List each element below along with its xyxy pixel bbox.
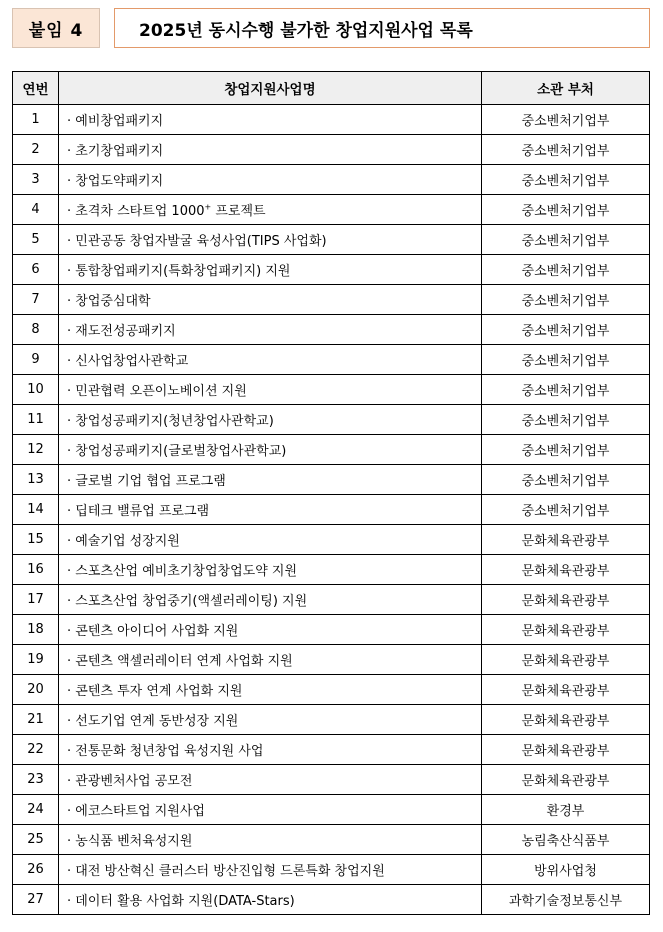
table-row [13, 195, 650, 225]
bullet-icon: · [67, 414, 76, 429]
column-header-no: 연번 [13, 72, 59, 105]
department-name: 문화체육관광부 [482, 645, 650, 675]
program-name [59, 855, 482, 885]
row-number: 14 [13, 495, 59, 525]
bullet-icon: · [67, 474, 76, 489]
bullet-icon: · [67, 144, 76, 159]
row-number: 6 [13, 255, 59, 285]
department-name: 중소벤처기업부 [482, 495, 650, 525]
bullet-icon: · [67, 234, 76, 249]
bullet-icon: · [67, 204, 76, 219]
bullet-icon: · [67, 294, 76, 309]
program-name [59, 435, 482, 465]
department-name: 과학기술정보통신부 [482, 885, 650, 915]
program-name-text: 신사업창업사관학교 [75, 354, 189, 369]
program-name-text: 창업성공패키지(글로벌창업사관학교) [75, 444, 287, 459]
bullet-icon: · [67, 174, 76, 189]
program-name-text: 창업도약패키지 [75, 174, 164, 189]
attachment-tag: 붙임 4 [12, 8, 100, 48]
program-name-text: 창업성공패키지(청년창업사관학교) [75, 414, 274, 429]
department-name: 방위사업청 [482, 855, 650, 885]
program-name [59, 195, 482, 225]
column-header-department: 소관 부처 [482, 72, 650, 105]
bullet-icon: · [67, 624, 76, 639]
program-name-text: 초기창업패키지 [75, 144, 164, 159]
bullet-icon: · [67, 744, 76, 759]
department-name: 문화체육관광부 [482, 765, 650, 795]
bullet-icon: · [67, 864, 76, 879]
row-number: 26 [13, 855, 59, 885]
row-number: 8 [13, 315, 59, 345]
table-row [13, 165, 650, 195]
department-name: 문화체육관광부 [482, 705, 650, 735]
program-name-text: 재도전성공패키지 [75, 324, 176, 339]
table-row [13, 825, 650, 855]
program-name [59, 645, 482, 675]
bullet-icon: · [67, 444, 76, 459]
table-row [13, 645, 650, 675]
bullet-icon: · [67, 114, 76, 129]
department-name: 중소벤처기업부 [482, 345, 650, 375]
bullet-icon: · [67, 834, 76, 849]
row-number: 11 [13, 405, 59, 435]
program-name-text: 관광벤처사업 공모전 [75, 774, 193, 789]
row-number: 15 [13, 525, 59, 555]
row-number: 12 [13, 435, 59, 465]
program-name [59, 105, 482, 135]
program-name [59, 225, 482, 255]
row-number: 9 [13, 345, 59, 375]
row-number: 2 [13, 135, 59, 165]
program-name [59, 705, 482, 735]
program-name-text: 대전 방산혁신 클러스터 방산진입형 드론특화 창업지원 [75, 864, 385, 879]
department-name: 중소벤처기업부 [482, 435, 650, 465]
program-name [59, 615, 482, 645]
bullet-icon: · [67, 654, 76, 669]
program-name-text: 스포츠산업 예비초기창업창업도약 지원 [75, 564, 298, 579]
program-name [59, 765, 482, 795]
table-header-row [13, 72, 650, 105]
table-row [13, 885, 650, 915]
table-row [13, 465, 650, 495]
program-name [59, 285, 482, 315]
program-name [59, 375, 482, 405]
program-name [59, 495, 482, 525]
table-row [13, 525, 650, 555]
document-header [12, 8, 650, 48]
department-name: 중소벤처기업부 [482, 195, 650, 225]
program-name-text: 통합창업패키지(특화창업패키지) 지원 [75, 264, 291, 279]
program-name-text: 글로벌 기업 협업 프로그램 [75, 474, 226, 489]
row-number: 20 [13, 675, 59, 705]
bullet-icon: · [67, 564, 76, 579]
row-number: 18 [13, 615, 59, 645]
department-name: 문화체육관광부 [482, 735, 650, 765]
program-name [59, 735, 482, 765]
program-name [59, 555, 482, 585]
program-name [59, 465, 482, 495]
table-row [13, 615, 650, 645]
row-number: 16 [13, 555, 59, 585]
program-name [59, 825, 482, 855]
program-name-text: 데이터 활용 사업화 지원(DATA-Stars) [75, 894, 295, 909]
table-row [13, 435, 650, 465]
table-row [13, 675, 650, 705]
program-name [59, 165, 482, 195]
row-number: 7 [13, 285, 59, 315]
bullet-icon: · [67, 354, 76, 369]
department-name: 문화체육관광부 [482, 615, 650, 645]
program-name [59, 675, 482, 705]
row-number: 22 [13, 735, 59, 765]
row-number: 19 [13, 645, 59, 675]
table-row [13, 135, 650, 165]
department-name: 중소벤처기업부 [482, 135, 650, 165]
department-name: 환경부 [482, 795, 650, 825]
table-row [13, 555, 650, 585]
program-name-suffix: 프로젝트 [211, 204, 266, 219]
program-name-text: 예술기업 성장지원 [75, 534, 180, 549]
program-name-text: 창업중심대학 [75, 294, 151, 309]
program-name [59, 585, 482, 615]
bullet-icon: · [67, 384, 76, 399]
bullet-icon: · [67, 324, 76, 339]
table-row [13, 495, 650, 525]
program-name-text: 전통문화 청년창업 육성지원 사업 [75, 744, 264, 759]
table-row [13, 225, 650, 255]
table-row [13, 105, 650, 135]
bullet-icon: · [67, 804, 76, 819]
bullet-icon: · [67, 594, 76, 609]
document-title: 2025년 동시수행 불가한 창업지원사업 목록 [114, 8, 650, 48]
bullet-icon: · [67, 714, 76, 729]
department-name: 문화체육관광부 [482, 585, 650, 615]
table-row [13, 735, 650, 765]
bullet-icon: · [67, 504, 76, 519]
table-row [13, 765, 650, 795]
program-name-text: 스포츠산업 창업중기(액셀러레이팅) 지원 [75, 594, 308, 609]
department-name: 문화체육관광부 [482, 675, 650, 705]
program-name-text: 콘텐츠 투자 연계 사업화 지원 [75, 684, 243, 699]
program-name-text: 초격차 스타트업 1000 [75, 204, 205, 219]
program-name [59, 525, 482, 555]
department-name: 농림축산식품부 [482, 825, 650, 855]
table-row [13, 405, 650, 435]
table-body [13, 105, 650, 915]
department-name: 중소벤처기업부 [482, 165, 650, 195]
program-name [59, 315, 482, 345]
row-number: 13 [13, 465, 59, 495]
table-row [13, 375, 650, 405]
table-row [13, 795, 650, 825]
row-number: 17 [13, 585, 59, 615]
row-number: 5 [13, 225, 59, 255]
program-name [59, 135, 482, 165]
row-number: 1 [13, 105, 59, 135]
department-name: 중소벤처기업부 [482, 105, 650, 135]
department-name: 중소벤처기업부 [482, 285, 650, 315]
program-name-text: 콘텐츠 아이디어 사업화 지원 [75, 624, 239, 639]
department-name: 중소벤처기업부 [482, 405, 650, 435]
department-name: 문화체육관광부 [482, 525, 650, 555]
table-row [13, 285, 650, 315]
row-number: 4 [13, 195, 59, 225]
program-name-superscript: + [204, 202, 212, 212]
bullet-icon: · [67, 774, 76, 789]
program-name-text: 예비창업패키지 [75, 114, 164, 129]
bullet-icon: · [67, 264, 76, 279]
table-row [13, 585, 650, 615]
program-name [59, 795, 482, 825]
row-number: 3 [13, 165, 59, 195]
program-name-text: 에코스타트업 지원사업 [75, 804, 205, 819]
department-name: 문화체육관광부 [482, 555, 650, 585]
table-row [13, 315, 650, 345]
department-name: 중소벤처기업부 [482, 255, 650, 285]
program-name [59, 345, 482, 375]
program-name [59, 405, 482, 435]
row-number: 24 [13, 795, 59, 825]
program-name-text: 민관협력 오픈이노베이션 지원 [75, 384, 247, 399]
program-name-text: 민관공동 창업자발굴 육성사업(TIPS 사업화) [75, 234, 327, 249]
table-row [13, 345, 650, 375]
row-number: 21 [13, 705, 59, 735]
program-name-text: 농식품 벤처육성지원 [75, 834, 193, 849]
department-name: 중소벤처기업부 [482, 225, 650, 255]
bullet-icon: · [67, 684, 76, 699]
department-name: 중소벤처기업부 [482, 315, 650, 345]
row-number: 10 [13, 375, 59, 405]
row-number: 25 [13, 825, 59, 855]
bullet-icon: · [67, 534, 76, 549]
department-name: 중소벤처기업부 [482, 465, 650, 495]
program-table [12, 71, 650, 915]
table-row [13, 255, 650, 285]
table-row [13, 855, 650, 885]
program-name [59, 885, 482, 915]
row-number: 27 [13, 885, 59, 915]
program-name-text: 콘텐츠 액셀러레이터 연계 사업화 지원 [75, 654, 293, 669]
program-name [59, 255, 482, 285]
table-row [13, 705, 650, 735]
department-name: 중소벤처기업부 [482, 375, 650, 405]
program-name-text: 선도기업 연계 동반성장 지원 [75, 714, 239, 729]
program-name-text: 딥테크 밸류업 프로그램 [75, 504, 210, 519]
column-header-program: 창업지원사업명 [59, 72, 482, 105]
row-number: 23 [13, 765, 59, 795]
bullet-icon: · [67, 894, 76, 909]
